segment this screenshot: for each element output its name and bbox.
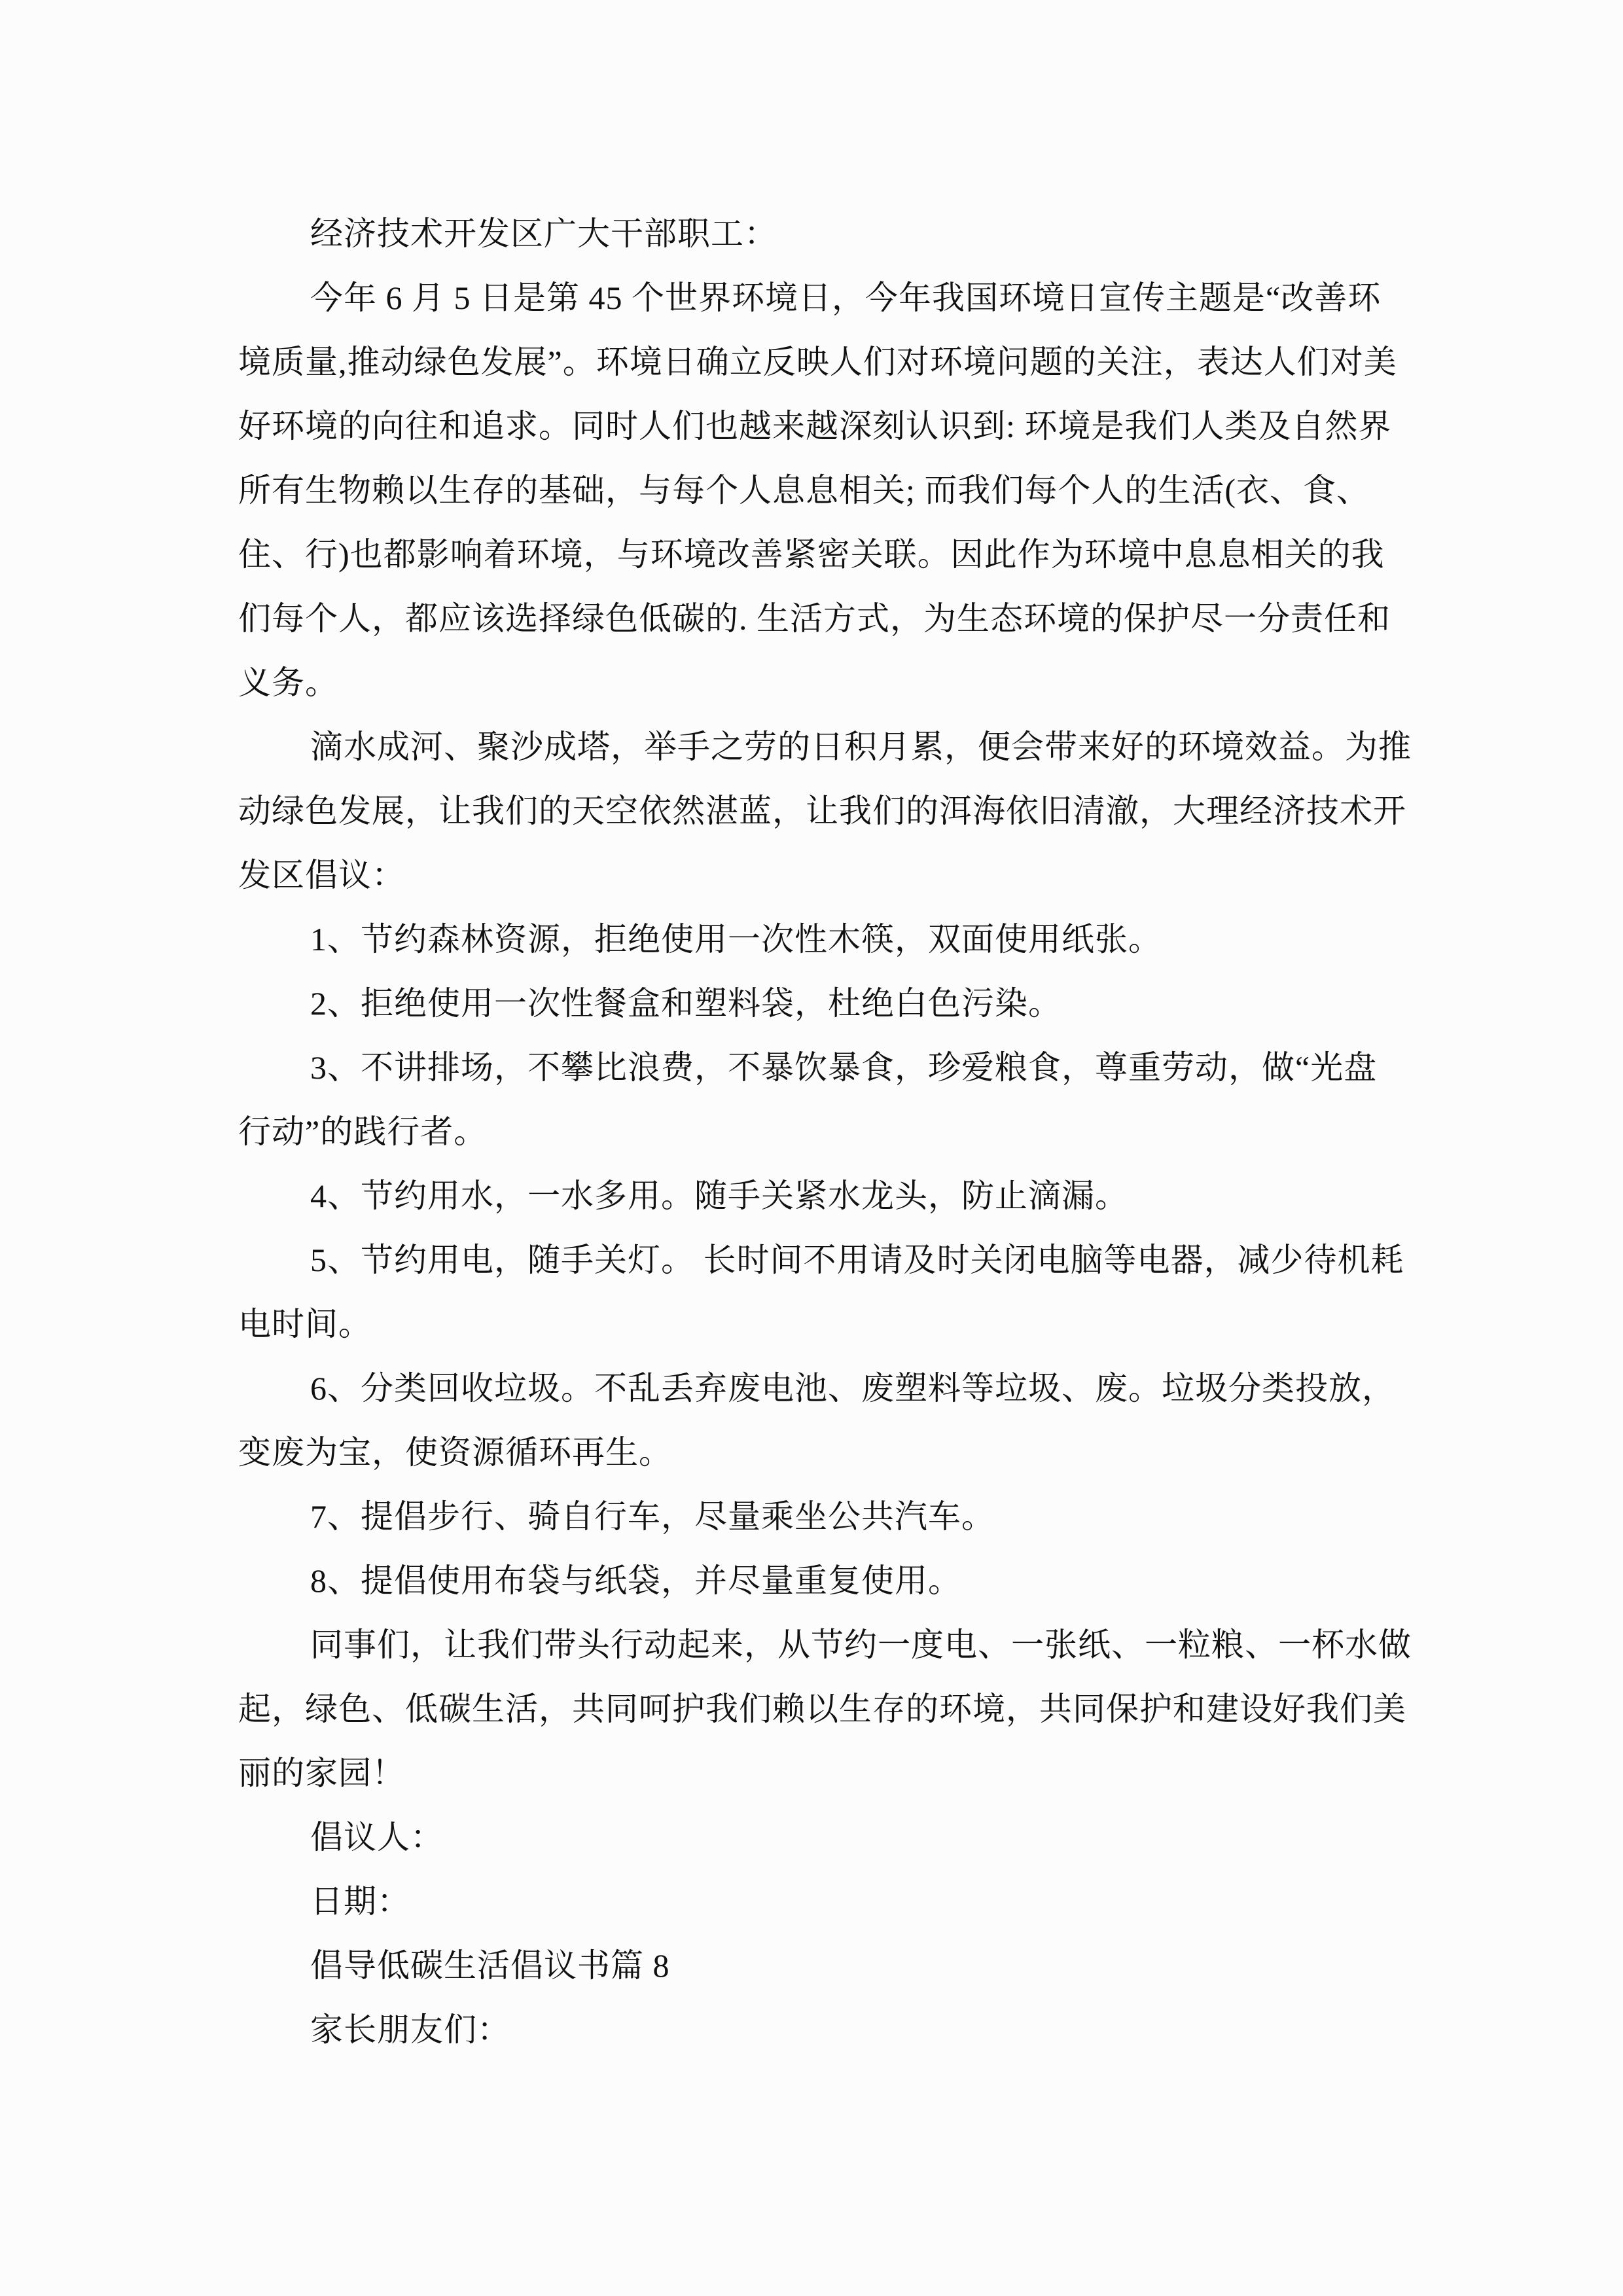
text-line: 倡导低碳生活倡议书篇 8 [310, 1947, 670, 1984]
text-line: 2、拒绝使用一次性餐盒和塑料袋，杜绝白色污染。 [310, 985, 1061, 1022]
text-line: 境质量,推动绿色发展”。环境日确立反映人们对环境问题的关注，表达人们对美 [238, 344, 1397, 380]
text-line: 电时间。 [238, 1306, 372, 1342]
text-line: 们每个人，都应该选择绿色低碳的. 生活方式，为生态环境的保护尽一分责任和 [238, 600, 1391, 637]
text-line: 同事们，让我们带头行动起来，从节约一度电、一张纸、一粒粮、一杯水做 [310, 1626, 1412, 1663]
text-line: 所有生物赖以生存的基础，与每个人息息相关; 而我们每个人的生活(衣、食、 [238, 472, 1370, 509]
text-line: 丽的家园！ [238, 1755, 405, 1791]
text-line: 4、节约用水，一水多用。随手关紧水龙头，防止滴漏。 [310, 1177, 1128, 1214]
document-body [238, 202, 1423, 2062]
text-line: 3、不讲排场，不攀比浪费，不暴饮暴食，珍爱粮食，尊重劳动，做“光盘 [310, 1049, 1378, 1086]
text-line: 义务。 [238, 664, 338, 701]
text-line: 行动”的践行者。 [238, 1113, 488, 1150]
text-line: 变废为宝，使资源循环再生。 [238, 1434, 672, 1471]
text-line: 6、分类回收垃圾。不乱丢弃废电池、废塑料等垃圾、废。垃圾分类投放， [310, 1370, 1395, 1407]
text-line: 动绿色发展，让我们的天空依然湛蓝，让我们的洱海依旧清澈，大理经济技术开 [238, 793, 1406, 829]
text-line: 1、节约森林资源，拒绝使用一次性木筷，双面使用纸张。 [310, 921, 1162, 958]
text-line: 倡议人： [310, 1819, 444, 1856]
text-line: 家长朋友们： [310, 2011, 510, 2048]
text-line: 8、提倡使用布袋与纸袋，并尽量重复使用。 [310, 1562, 961, 1599]
text-line: 发区倡议： [238, 857, 405, 893]
text-line: 起，绿色、低碳生活，共同呵护我们赖以生存的环境，共同保护和建设好我们美 [238, 1691, 1406, 1727]
text-line: 滴水成河、聚沙成塔，举手之劳的日积月累，便会带来好的环境效益。为推 [310, 728, 1412, 765]
text-line: 住、行)也都影响着环境，与环境改善紧密关联。因此作为环境中息息相关的我 [238, 536, 1385, 573]
text-line: 好环境的向往和追求。同时人们也越来越深刻认识到: 环境是我们人类及自然界 [238, 408, 1392, 444]
text-line: 今年 6 月 5 日是第 45 个世界环境日，今年我国环境日宣传主题是“改善环 [310, 279, 1382, 316]
text-line: 7、提倡步行、骑自行车，尽量乘坐公共汽车。 [310, 1498, 995, 1535]
text-line: 5、节约用电，随手关灯。 长时间不用请及时关闭电脑等电器，减少待机耗 [310, 1242, 1404, 1278]
text-line: 日期： [310, 1883, 410, 1920]
text-line: 经济技术开发区广大干部职工： [310, 215, 777, 252]
